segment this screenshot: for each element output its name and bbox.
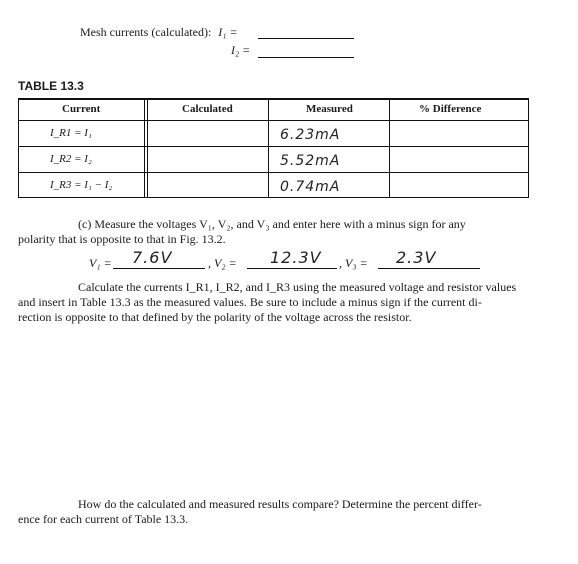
- mesh-currents-label: Mesh currents (calculated):: [80, 25, 212, 39]
- col-divider-3: [389, 98, 390, 198]
- table-row-1-current: I_R1 = I₁: [50, 127, 92, 139]
- table-row-2-current: I_R2 = I₂: [50, 153, 92, 165]
- table-top-border: [18, 98, 529, 100]
- mesh-currents-row-1: [80, 25, 238, 40]
- i1-answer-line: [258, 38, 354, 39]
- v2-value: 12.3V: [270, 248, 322, 267]
- v1-answer-line: [113, 268, 205, 269]
- calc-paragraph-line-1: Calculate the currents I_R1, I_R2, and I_R3 using the measured voltage and resistor values: [78, 280, 517, 294]
- v3-answer-line: [378, 268, 480, 269]
- calc-paragraph-line-3: rection is opposite to that defined by the polarity of the voltage across the resistor.: [18, 310, 412, 324]
- part-c-line-2: polarity that is opposite to that in Fig. 13.2.: [18, 232, 226, 246]
- header-separator: [18, 120, 529, 121]
- compare-paragraph-line-1: How do the calculated and measured results compare? Determine the percent differ-: [78, 497, 482, 511]
- i2-answer-line: [258, 57, 354, 58]
- v2-label: , V₂ =: [208, 256, 237, 270]
- table-row-2-measured: 5.52mA: [280, 153, 341, 169]
- col-divider-1b: [147, 98, 148, 198]
- calc-paragraph-line-2: and insert in Table 13.3 as the measured values. Be sure to include a minus sign if the current di-: [18, 295, 482, 309]
- v3-label: , V₃ =: [339, 256, 368, 270]
- table-row-3-measured: 0.74mA: [280, 179, 341, 195]
- header-calculated: Calculated: [182, 103, 233, 115]
- v3-value: 2.3V: [396, 248, 437, 267]
- col-divider-1a: [144, 98, 145, 198]
- header-percent-difference: % Difference: [419, 103, 482, 115]
- header-measured: Measured: [306, 103, 353, 115]
- table-row-3-current: I_R3 = I₁ − I₂: [50, 179, 113, 191]
- v2-answer-line: [247, 268, 337, 269]
- v1-label: V₁ =: [89, 256, 112, 270]
- compare-paragraph-line-2: ence for each current of Table 13.3.: [18, 512, 189, 526]
- header-current: Current: [62, 103, 101, 115]
- table-left-border: [18, 98, 19, 198]
- part-c-line-1: (c) Measure the voltages V₁, V₂, and V₃ and enter here with a minus sign for any: [78, 217, 466, 231]
- table-bottom-border: [18, 197, 529, 198]
- i2-label: I₂ =: [231, 43, 251, 57]
- table-right-border: [528, 98, 529, 198]
- table-row-1-measured: 6.23mA: [280, 127, 341, 143]
- v1-value: 7.6V: [132, 248, 173, 267]
- col-divider-2: [268, 98, 269, 198]
- table-caption: TABLE 13.3: [18, 79, 84, 93]
- mesh-currents-row-2: [231, 43, 250, 58]
- row-separator-1: [18, 146, 529, 147]
- i1-label: I₁ =: [218, 25, 238, 39]
- row-separator-2: [18, 172, 529, 173]
- results-table: [18, 98, 529, 198]
